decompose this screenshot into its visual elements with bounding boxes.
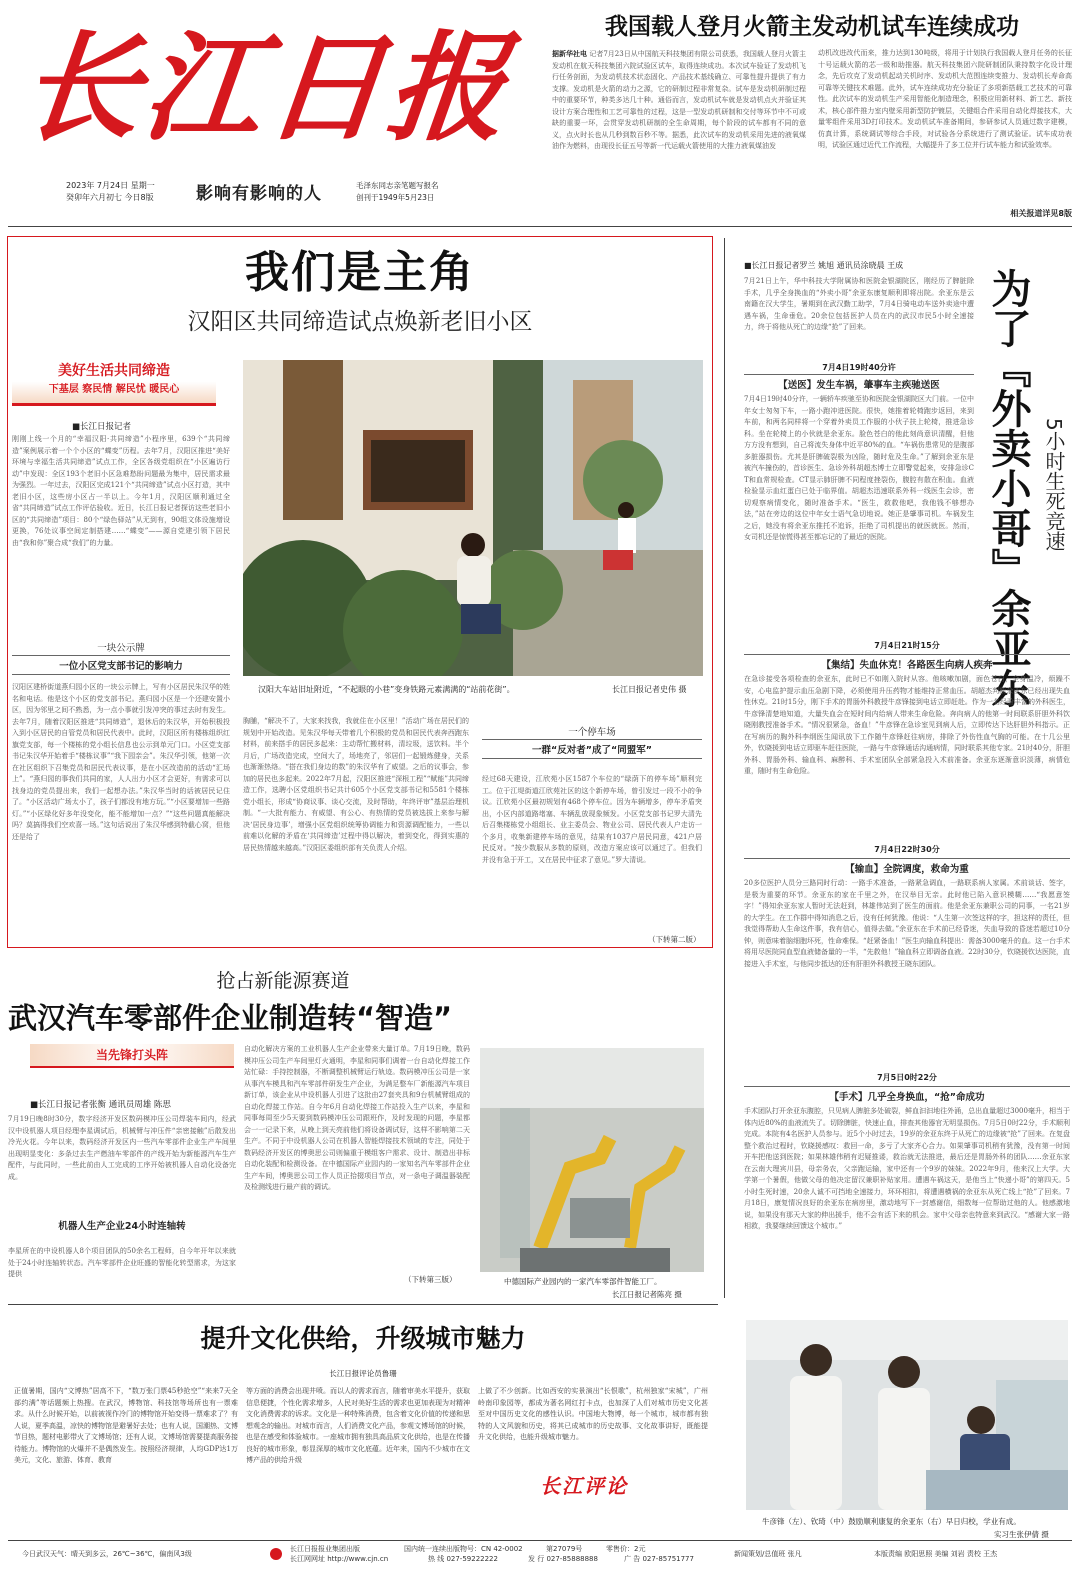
masthead-founder: 毛泽东同志亲笔题写报名 [356,181,439,190]
top-divider [8,226,1072,227]
auto-sub-title: 机器人生产企业24小时连轴转 [58,1221,186,1232]
rider-body-2: 在急诊接受各项检查的余亚东，此时已不如刚入院时从容。他咳嗽加剧，面色苍白，全身温冷，烦躁不安，心电监护提示血压急剧下降，必须使用升压药物才能维持正常血压。胡超杰判断余亚东已经出现失血性休克。21时15分，刚下手术的胃肠外科教授牛彦锋接到电话立即赶赴。作为一名经验丰富的外科医生，牛彦锋清楚地知道，大量失血会在短时间内给病人带来生命危险。奔向病人的他第一时间联系肝胆外科饮晓刚教授准备手术。“情况很紧急，备血！”牛彦锋在急诊室见到病人后，立即传达下达肝胆外科指示。正在写病历的胸外科李纲医生闻讯放下工作随牛彦锋赶往病房，排除了外伤性血气胸的可能。在十几公里外，钦晓援到电话立即驱车赶往医院，一路与牛彦锋通话沟通病情，同时联系其他专家。21时40分，肝胆外科、胃肠外科、输血科、麻醉科、手术室团队全部紧急投入术前准备。余亚东逐渐意识淡薄，病情危重，随时有生命危险。 [744,675,1070,775]
lead-banner [12,360,216,406]
lead-banner-title: 美好生活共同缔造 [58,363,170,379]
auto-headline: 武汉汽车零部件企业制造转“智造” [8,1001,453,1035]
masthead-title: 长江日报 [14,18,518,157]
lead-body3: 胸脯，“解决不了，大家来找我，我就住在小区里！”活动广场在居民们的规划中开始改造。见朱汉华每天带着几个积极的党员和居民代表奔西跑东材料，前来搭手的居民多起来：主动帮忙搬材料，清垃圾，送饮料。半个月后，广场改造完成，空间大了，场地亮了，邻居们一起锻炼健身，关系也渐渐热络。“搭在我们身边的数”的朱汉华有了威望。之后的议事会，参加的居民也多起来。2022年7月起，汉阳区推进“深根工程”“赋能”共同缔造工作，选聘小区党组织书记共计605个小区党支部书记和5581个楼栋党小组长，形成“协商议事、谈心交流，及时帮助，年终评审”基层治理机制。“一大批有能力、有威望、有公心、有热情的党员被选拔上来参与解决‘居民身边事’，增强小区党组织统筹协调能力和资源调配能力，一些以前难以化解的矛盾在‘共同缔造’过程中得以解决，着到变化，得到实惠的居民热情越来越高。”汉阳区委组织部有关负责人介绍。 [243,717,469,852]
rider-byline: ■长江日报记者罗兰 姚旭 通讯员涂晓晨 王成 [744,261,904,270]
footer-weather: 今日武汉天气：晴天到多云，26℃~36℃，偏南风3级 [22,1550,192,1558]
footer-cn: 国内统一连续出版物号：CN 42-0002 [404,1545,523,1553]
footer-divider [8,1540,1072,1541]
auto-kicker: 抢占新能源赛道 [216,970,350,992]
rider-photo-image [746,1320,1068,1510]
rocket-story [552,48,1072,220]
masthead-founded: 创刊于1949年5月23日 [356,193,435,202]
rider-body-4: 手术团队打开余亚东腹腔，只见病人脾脏多处破裂，鲜血汩汩地往外涌，总出血量超过3000毫升，相当于体内近80%的血液流失了。切除脾脏，快速止血，排查其他器官无明显损伤。7月5日0时22分，手术顺利完成。本院有4名医护人员参与。近5个小时过去，19岁的余亚东终于从死亡的边缘被“抢”了回来。在复盘整个救治过程时，钦晓援感叹：救回一命，多亏了大家齐心合力。如果肇事司机稍有犹豫，没有第一时间开车把他送到医院；如果林雄伟稍有迟疑推诿，救治就无法推进，最后还是胃肠外科的团队……余亚东家在云南大理宾川县，母亲务农，父亲跑运输，家中还有一个9岁的妹妹。2022年9月，他来汉上大学。大学第一个暑假，他做父母的他决定留汉兼职补贴家用。遭遇车祸这天，是他当上“快递小哥”的第四天。5小时生死时速，20余人诚不可挡地全速接力，环环相扣，将遭遇横祸的余亚东从死亡线上“抢”了回来。7月18日，康复情况良好的余亚东在病房里，激动地写下一封感谢信，细数每一位帮助过他的人。他感激地说，如果没有那天大家的伸出援手，他不会有活下来的机会。家中父母亲也特意来到武汉。“感谢大家一路相救，我要继续回馈这个城市。” [744,1107,1070,1230]
rider-time-3: 7月4日22时30分 [874,845,940,854]
editorial-byline: 长江日报评论员鲁珊 [329,1369,397,1378]
footer-ads: 广 告 027-85751777 [624,1555,694,1563]
masthead-lunar: 癸卯年六月初七 今日8版 [66,193,154,202]
footer [8,1543,1072,1567]
lead-photo-caption: 汉阳大车站旧址附近，“不起眼的小巷”变身铁路元素满满的“站前花街”。 [258,685,515,694]
rocket-agency: 据新华社电 [552,49,588,58]
footer-logo-icon [270,1548,282,1560]
masthead-logo [14,8,542,168]
rider-photo [746,1320,1068,1510]
footer-price: 零售价：2元 [606,1545,646,1553]
auto-byline: ■长江日报记者张衡 通讯员周雄 陈思 [30,1100,171,1110]
lead-body2: 汉阳区建桥街道燕归园小区的一块公示牌上，写有小区居民朱汉华的姓名和电话。他是这个小区的党支部书记。燕归园小区是一个还建安置小区，因为邻里之间不熟悉，为一点小事就引发冲突的事过去时有发生。去年7月，随着汉阳区推进“共同缔造”，退休后的朱汉华，开始积极投入到小区居民的自管党员和居民代表中。此时，汉阳区所有楼栋组织红旗党支部，每一个楼栋的党小组长信息也公示到单元门口。小区党支部书记朱汉华开始着手“楼栋议事”“我下园亲会”。朱汉华引领，他第一次在社区组织下召集党员和居民代表议事，是在小区改造前的活动“汇场上”。“燕归园的事我们共同的家，人人出力小区才会更好，有需求可以找身边的党员提出来，我们一起想办法。”朱汉华当时的话被居民记住了。“小区活动广场太小了，孩子们都没有地方玩。”“小区要增加一些路灯。”“小区绿化好多年没变化，能不能增加一点？”“这些问题真能解决吗？莫搞得我们空欢喜一场。”这句话说出了朱汉华感到特截心窝，但他还是给了 [12,683,230,841]
auto-banner-text: 当先锋打头阵 [95,1048,168,1062]
rider-photo-caption: 牛彦锋（左）、钦琦（中）鼓励顺利康复的余亚东（右）早日归校，学业有成。 [762,1517,1021,1526]
masthead-info [66,178,546,218]
rocket-related-link[interactable]: 相关报道详见8版 [1010,209,1072,218]
auto-photo-image [480,1048,704,1272]
footer-planner: 新闻策划/总值班 张凡 [734,1550,802,1558]
masthead-date: 2023年 7月24日 星期一 [66,181,155,190]
rider-heading-4: 【手术】几乎全身换血，“抢”命成功 [744,1086,1070,1105]
rocket-body-col1-text: 记者7月23日从中国航天科技集团有限公司获悉，我国载人登月火箭主发动机在航天科技集团六院试验区试车，取得连续成功。本次试车验证了发动机飞行任务剖面，为发动机技术状态固化、产品技术基线确立、可靠性提升提供了有力支撑。发动机是火箭的动力之源，它的研制过程非常复杂。试车是发动机研制过程中的重要环节，种类多达几十种。通俗而言，发动机试车就是发动机点火并验证其设计方案合理性和工艺可靠性的过程，这是一型发动机研制和交付等环节中不可或缺的重要一环，会贯穿发动机研制的全生命周期，每个阶段的试车都有不同的意义，点火时长也从几秒到数百秒不等。据悉，此次试车的发动机采用先进的液氧煤油作为燃料，由现役长征五号等新一代运载火箭使用的大推力液氧煤油发 [552,50,806,150]
footer-publisher: 长江日报报业集团出版 [290,1545,360,1553]
auto-body1: 7月19日晚8时30分，数字经济开发区数码模冲压公司焊装车间内，经武汉中设机器人项目经理李星调试后，机械臂与冲压件“亲密接触”后散发出冷光火花。今年以来，数码经济开发区内一些汽车零部件企业生产车间里出现明显变化：多条过去生产燃油车零部件的产线开始为新能源汽车生产配件，与此同时，一些此前由人工完成的工序开始被机器人自动化设备完成。 [8,1115,236,1181]
footer-hotline: 热 线 027-59222222 [428,1555,498,1563]
lead-sub2-title: 一群“反对者”成了“同盟军” [482,739,702,759]
auto-photo-caption: 中德国际产业园内的一家汽车零部件智能工厂。 [504,1277,662,1286]
rider-time-2: 7月4日21时15分 [874,641,940,650]
masthead-slogan: 影响有影响的人 [196,184,322,204]
lead-photo-credit: 长江日报记者史伟 摄 [612,685,687,694]
rider-time-1: 7月4日19时40分许 [822,363,896,372]
rider-heading-1: 【送医】发生车祸，肇事车主疾驰送医 [744,374,974,393]
rider-body-1: 7月4日19时40分许，一辆轿车疾驰至协和医院金银湖院区大门前。一位中年女士匆匆下车，一路小跑冲进医院。很快，她推着轮椅跑步返回，来到车前，和两名同样将一个穿着外卖员工作服的小伙子扶上轮椅，推进急诊科。坐在轮椅上的小伙就是余亚东。脸色苍白的他此刻尚意识清醒，但他方方没有想到，自己将流失身体中近平80%的血。“车祸伤患常见的是腹部多脏器损伤。尤其是肝脾破裂极为凶险，随时危及生命。”了解到余亚东是被汽车撞伤的，首诊医生、急诊外科胡超杰博士立即警觉起来，安排急诊CT和血常规检查。CT显示肺肝脾不同程度挫裂伤，腹腔有散在积血。血液检验显示血红蛋白已处于临界值。胡超杰迅速联系外科一线医生会诊，密切观察病情变化，随时准备手术。“医生，救救他吧，我他钱不够想办法，”站在旁边的这位中年女士语气急切地说。她正是肇事司机。车祸发生之后，她没有将余亚东推托不追诉，拒绝了司机提出的就医就医。然而，女司机还是惊慌得甚至都忘记的了最近的医院。 [744,395,974,541]
lead-body1: 刚刚上线一个月的“幸福汉阳·共同缔造”小程序里，639个“共同缔造”案例展示着一个个小区的“蝶变”历程。去年7月，汉阳区推进“美好环境与幸福生活共同缔造”试点工作，全区各级党组织在“小区遍访行动”中发现：全区193个老旧小区急难愁盼问题最为集中，居民需求最为强烈。一年过去，汉阳区完成121个“共同缔造”试点小区打造，其中老旧小区，这些房小区占一半以上。今年1月，汉阳区顺利通过全省“共同缔造”试点工作评估验收。近日，长江日报记者探访这些老旧小区的“共同缔造”项目：80个“绿色驿站”从无到有，90组文体设施增设更换，76处议事空间定制搭建……“蝶变”——源自党建引领下居民由“我和你”聚合成“我们”的力量。 [12,435,230,547]
rider-body-3: 20多位医护人员分三路同时行动：一路手术准备，一路紧急调血，一路联系病人家属。术前谈话、签字，是极为重要的环节。余亚东的家在千里之外，在汉举目无亲。此时他已陷入意识模糊……“我愿意签字！”得知余亚东家人暂时无法赶到，林雄伟站到了医生的面前。他是余亚东兼职公司的同事，一名21岁的大学生。在工作群中得知消息之后，没有任何犹豫。他说：“人生第一次签这样的字，担这样的责任，但我觉得帮助人生命这件事，我有信心，值得去做。”余亚东在手术前已经昏迷，失血导致的昏迷若超过10分钟，则意味着脑细胞坏死，性命难保。“赶紧备血！”医生向输血科提出：需备3000毫升的血。这一台手术将用尽医院同血型血液储备量的一半，“先救他！”输血科立即调备血液。22时30分，钦晓援钦达医院，直接进入手术室，与他同步抵达的还有肝胆外科教授王晓东团队。 [744,879,1070,968]
rider-photo-credit: 实习生张伊倩 摄 [994,1530,1049,1539]
lead-continue: （下转第二版） [648,935,701,944]
editorial-body3: 上做了不少创新。比如西安的实景演出“长恨歌”，杭州独家“宋城”，广州岭南印象园等，都成为著名网红打卡点，也加深了人们对城市历史文化甚至对中国历史文化的感性认识。中国地大物博，每一个城市，城市都有独特的人文风貌和历史，将其已成城市的历史故事、文化故事讲好，既能提升文化供给，也能升级城市魅力。 [478,1387,708,1441]
lead-body4: 经过68天建设，江欣苑小区1587个车位的“绿荫下的停车场”顺利完工。位于江堤街道江欣苑社区的这个新停车场，曾引发过一段不小的争议。江欣苑小区最初规划有468个停车位。因为车辆增多，停车矛盾突出，小区内部道路堵塞、车辆乱放现象频发。小区党支部书记罗大清先后召集楼栋党小组组长、业主委员会、物业公司、居民代表人户走访一个多月，收集新建停车场的意见，结果有1037户居民同意，421户居民反对。“按少数服从多数的原则，改造方案应该可以通过了。但我们并没有急于开工，又在居民中征求了意见。”罗大清说。 [482,775,702,864]
auto-body3: 自动化解决方案的工业机器人生产企业带来大量订单。7月19日晚，数码模冲压公司生产车间里灯火通明，李星和同事们调着一台自动化焊接工作站忙碌：手持控制器，不断调整机械臂运行轨迹。数码模冲压公司是一家从事汽车模具和汽车零部件研发生产企业，为满足整车厂新能源汽车项目新订单，该企业从中设机器人引进了这批由27套夹具和9台机械臂组成的自动化焊接工作站。自今年6月自动化焊接工作站投入生产以来，李星和同事每周至少5天要到数码模冲压公司跟班作，及时发现的问题，李星都会一一记录下来，从晚上到天亮前他们将设备调试好，这样不影响第二天生产。不同于中设机器人公司在机器人智能焊接技术领域的专注，同处于数码经济开发区的博奥思公司则偏重于模组客户需求、设计、制造出非标自动化装配和检测设备。在中德国际产业园内的一家知名汽车零部件企业生产车间，博奥思公司工作人员正拾掇项目节点，对一条电子调温器装配及检测线进行最产前的调试。 [244,1045,470,1191]
footer-distribute: 发 行 027-85888888 [528,1555,598,1563]
footer-issue: 第27079号 [546,1545,583,1553]
lead-banner-sub: 下基层 察民情 解民忧 暖民心 [48,384,180,395]
auto-continue: （下转第三版） [404,1275,457,1284]
editorial-body2: 等方面的消费会出现井喷。而以人的需求而言，随着审美水平提升，获取信息便捷，个性化需求增多，人民对美好生活的需求也更加表现为对精神文化消费需求的诉求。文化是一种特殊消费，包含着文化价值的传递和思想观念的输出。对城市而言，人们消费文化产品，参观文博场馆的时候，也是在感受和体验城市。一座城市拥有独具高品质文化供给，也是在传播良好的城市形象，彰显深厚的城市文化底蕴。近年来，国内不少城市在文博产品的供给升级 [246,1387,470,1464]
auto-banner [30,1044,234,1068]
editorial-body1: 正值暑期，国内“文博热”居高不下，“数万张门票45秒抢空”“来来7天全部约满”等话题频上热搜。在武汉，博物馆、科技馆等场所也有一票难求。从什么时候开始，以前被视作冷门的博物馆开始变得一票难求了？有人说，夏季高温，凉快的博物馆是避暑好去处；也有人说，国潮热、文博节目热，题材电影带火了文博场馆；还有人说，文博场馆需要提高服务接待能力。博物馆的火爆并不是偶然发生。按照经济规律，人均GDP达1万美元，文化、旅游、体育、教育 [14,1387,238,1464]
rider-headline-vertical: 为了『外卖小哥』余亚东 [985,268,1031,708]
rocket-headline: 我国载人登月火箭主发动机试车连续成功 [605,14,1019,40]
lead-photo [243,360,703,676]
rocket-body-col1 [552,48,806,220]
rider-heading-3: 【输血】全院调度，救命为重 [744,858,1070,877]
auto-photo [480,1048,704,1272]
rider-subheadline-vertical: 5小时生死竞速 [1042,418,1066,551]
editorial-column-logo: 长江评论 [540,1474,628,1498]
lead-photo-image [243,360,703,676]
lead-byline: ■长江日报记者 [72,422,132,432]
editorial-headline: 提升文化供给，升级城市魅力 [200,1324,526,1353]
lead-sub1-title: 一位小区党支部书记的影响力 [12,655,230,675]
auto-photo-credit: 长江日报记者陈亮 摄 [612,1290,682,1299]
right-column-divider [724,238,725,1298]
lead-headline: 我们是主角 [245,247,475,298]
rider-time-4: 7月5日0时22分 [877,1073,937,1082]
footer-website[interactable]: 长江网网址 http://www.cjn.cn [290,1555,389,1563]
footer-editors: 本版责编 欧阳思照 美编 刘岩 责校 王杰 [874,1550,998,1558]
rider-intro: 7月21日上午，华中科技大学附属协和医院金银湖院区，刚经历了脾脏除手术，几乎全身换血的“外卖小哥”余亚东康复顺利即将出院。余亚东是云南籍在汉大学生，暑期到在武汉勤工助学，7月4日骑电动车送外卖途中遭遇车祸，生命垂危。20余位包括医护人员在内的武汉市民5小时全速接力，终于将他从死亡的边缘“抢”了回来。 [744,277,974,331]
auto-body2: 李星所在的中设机器人8个项目团队的50余名工程师，自今年开年以来就处于24小时连轴转状态。汽车零部件企业旺盛的智能化转型需求，为这家提供 [8,1247,236,1278]
lead-sub2-kicker: 一个停车场 [568,727,616,738]
rocket-body-col2: 动机改进改代而来，推力达到130吨级，将用于计划执行我国载人登月任务的长征十号运载火箭的芯一级和助推器。航天科技集团六院研制团队秉持数字化设计理念，先后攻克了发动机起动关机时序、发动机大范围连续变推力、发动机长寿命高可靠等关键技术难题。此外，试车连续成功充分验证了多项新搭载工艺技术的可靠性。此次试车的发动机生产采用智能化制造理念，积极应用新材料、新工艺、新技术，核心部件推力室内壁采用新型防护镀层，关键组合件采用自动化焊接技术，大量零组件采用3D打印技术。发动机试车准备期间，参研参试人员通过数字建模，仿真计算，系统调试等综合手段，对试验各分系统进行了测试验证。试车成功表明，试验区通过近代工作流程，大幅提升了多工位并行试车能力和试验效率。 [818,49,1072,149]
editorial-divider [8,1304,718,1305]
lead-sub1-kicker: 一块公示牌 [97,643,145,654]
rider-heading-2: 【集结】失血休克！各路医生向病人疾奔 [744,654,1070,673]
lead-subheadline: 汉阳区共同缔造试点焕新老旧小区 [187,309,533,335]
